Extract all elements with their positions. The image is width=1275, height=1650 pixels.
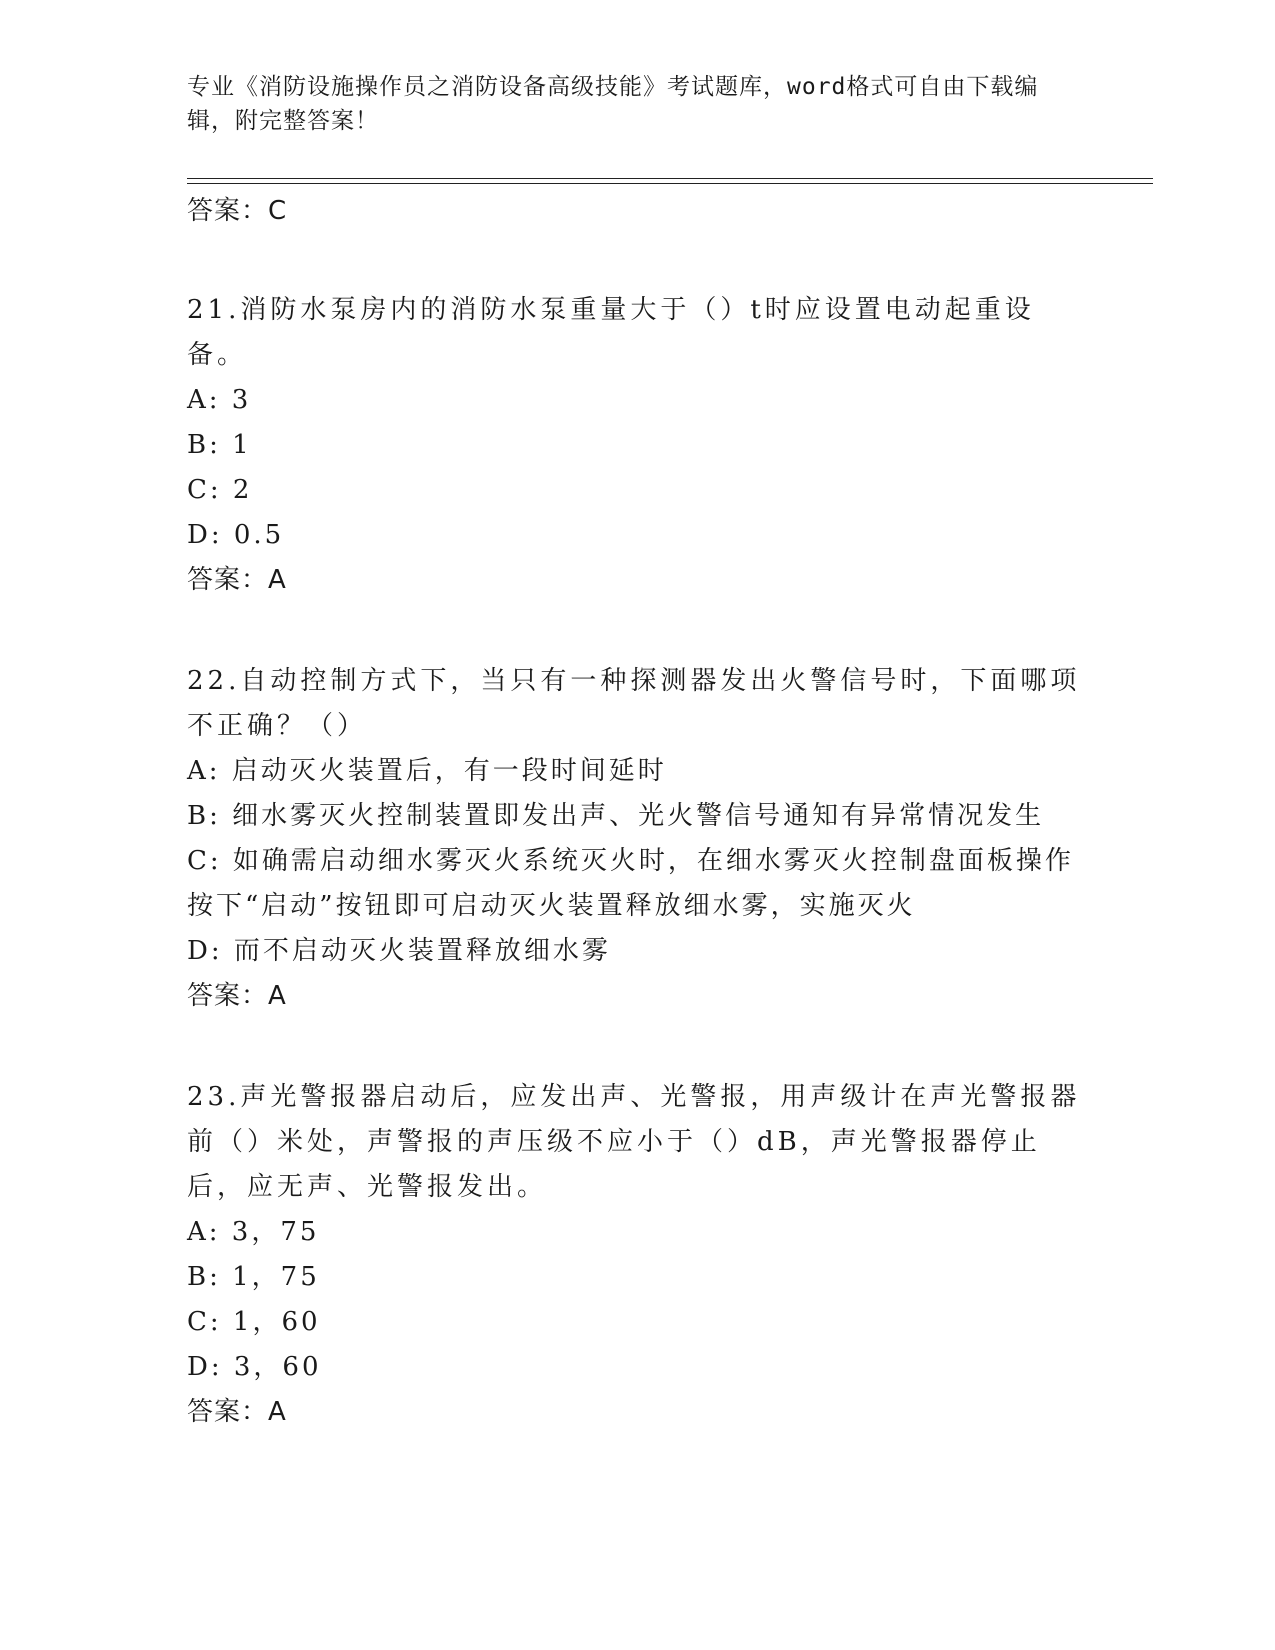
option-d: D: 3，60	[187, 1352, 322, 1382]
previous-answer: 答案：C	[187, 196, 288, 226]
option-a: A: 启动灭火装置后，有一段时间延时	[187, 756, 667, 786]
option-d: D: 而不启动灭火装置释放细水雾	[187, 936, 611, 966]
option-b: B: 1	[187, 430, 252, 460]
option-c: C: 如确需启动细水雾灭火系统灭火时，在细水雾灭火控制盘面板操作按下“启动”按钮即可启动灭火装置释放细水雾，实施灭火	[187, 846, 1074, 921]
question-text: 23.声光警报器启动后，应发出声、光警报，用声级计在声光警报器前（）米处，声警报的声压级不应小于（）dB，声光警报器停止后，应无声、光警报发出。	[187, 1082, 1081, 1202]
option-a: A: 3，75	[187, 1217, 320, 1247]
question-23	[187, 1075, 1087, 1435]
option-b: B: 细水雾灭火控制装置即发出声、光火警信号通知有异常情况发生	[187, 801, 1045, 831]
answer: 答案：A	[187, 565, 287, 595]
document-description: 专业《消防设施操作员之消防设备高级技能》考试题库，word格式可自由下载编辑，附完整答案！	[187, 74, 1039, 134]
option-c: C: 2	[187, 475, 253, 505]
header-divider-top	[187, 178, 1153, 179]
header-divider-bottom	[187, 183, 1153, 184]
question-list	[187, 190, 1087, 1435]
option-d: D: 0.5	[187, 520, 285, 550]
question-21	[187, 288, 1087, 603]
answer: 答案：A	[187, 1397, 287, 1427]
option-b: B: 1，75	[187, 1262, 320, 1292]
option-c: C: 1，60	[187, 1307, 321, 1337]
question-22	[187, 659, 1087, 1019]
answer: 答案：A	[187, 981, 287, 1011]
option-a: A: 3	[187, 385, 252, 415]
question-text: 21.消防水泵房内的消防水泵重量大于（）t时应设置电动起重设备。	[187, 295, 1035, 370]
question-text: 22.自动控制方式下，当只有一种探测器发出火警信号时，下面哪项不正确？（）	[187, 666, 1081, 741]
